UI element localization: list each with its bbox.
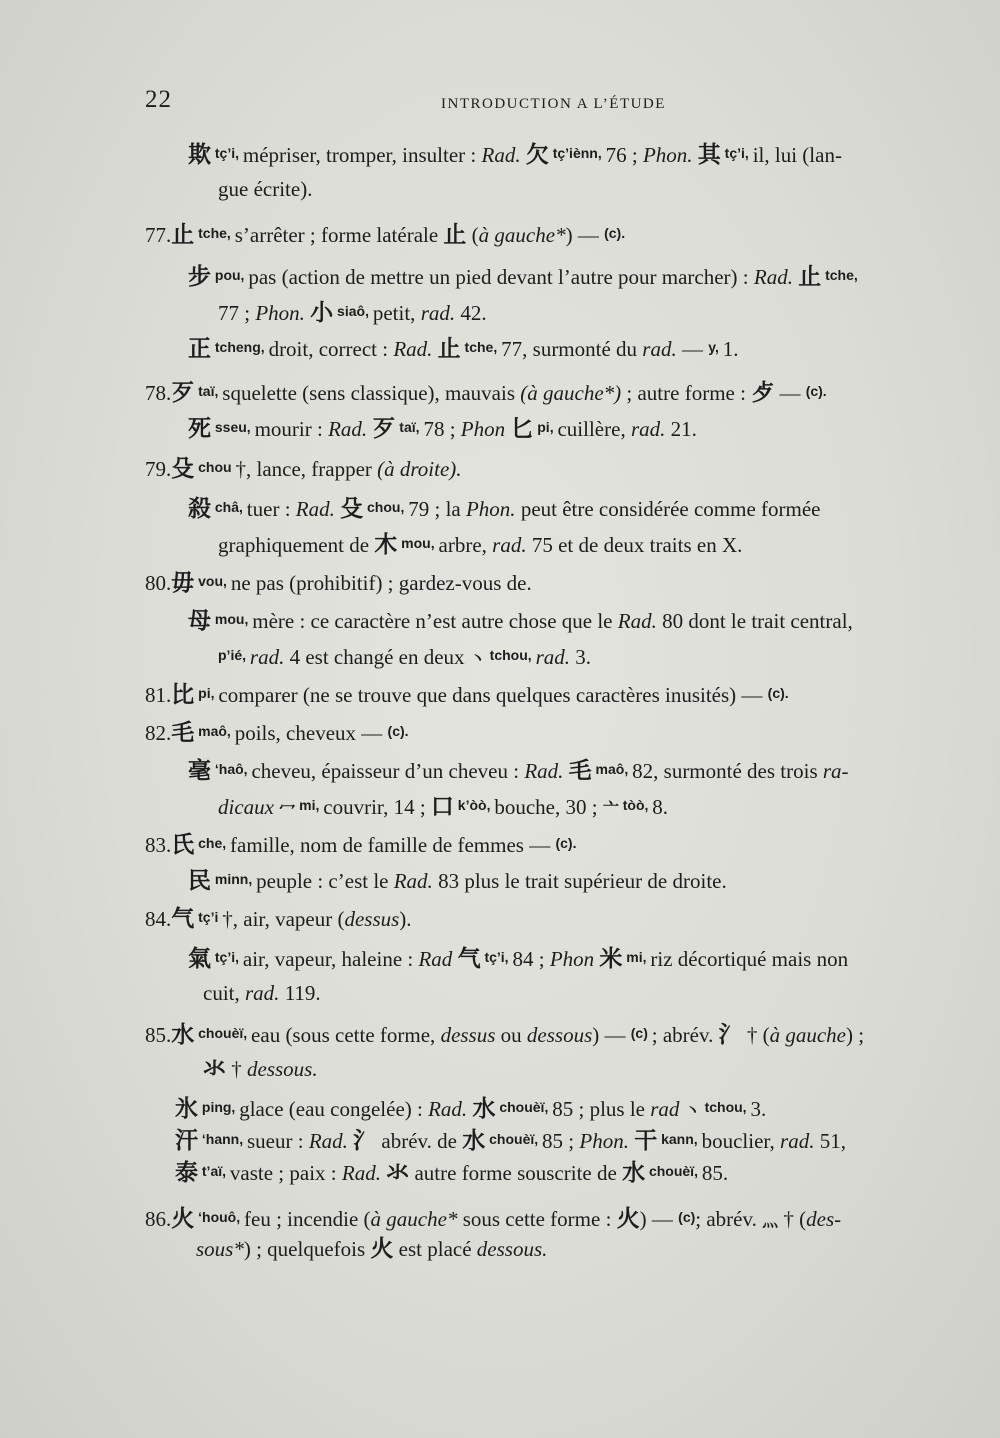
text-line — [203, 1054, 318, 1084]
chinese-character: 止 — [798, 264, 822, 290]
romanization: tç’i — [194, 909, 223, 925]
romanization: y, — [708, 339, 723, 355]
page-header — [145, 86, 945, 120]
romanization: che, — [194, 835, 231, 851]
romanization: maô, — [591, 761, 633, 777]
body-text: air, vapeur, haleine : — [242, 947, 419, 971]
chinese-character: 口 — [430, 794, 454, 820]
italic-text: dicaux — [218, 795, 280, 819]
italic-text: rad. — [420, 301, 461, 325]
text-line — [188, 864, 727, 896]
body-text: 119. — [284, 981, 321, 1005]
text-line — [188, 492, 821, 524]
romanization: (c). — [555, 835, 577, 851]
entry-number: 82. — [145, 721, 172, 745]
body-text: mépriser, tromper, insulter : — [242, 143, 482, 167]
entry-number: 77. — [145, 223, 172, 247]
entry-number: 83. — [145, 833, 172, 857]
entry-number: 84. — [145, 907, 172, 931]
italic-text: Rad. — [617, 609, 663, 633]
italic-text: Phon. — [465, 497, 521, 521]
romanization: taï, — [194, 383, 223, 399]
italic-text: rad. — [492, 533, 532, 557]
chinese-character: 民 — [188, 868, 211, 894]
radical-stroke-glyph: 灬 — [762, 1211, 779, 1230]
body-text: mère : ce caractère n’est autre chose que le — [252, 609, 618, 633]
chinese-character: 火 — [616, 1206, 640, 1232]
romanization: t’aï, — [198, 1163, 230, 1179]
entry-number: 78. — [145, 381, 172, 405]
italic-text: Phon. — [255, 301, 311, 325]
entry-number: 80. — [145, 571, 172, 595]
entry-line — [145, 566, 532, 598]
chinese-character: 殳 — [171, 456, 195, 482]
body-text: 3. — [575, 645, 592, 669]
italic-text: rad. — [630, 417, 671, 441]
romanization: pi, — [533, 419, 558, 435]
body-text: famille, nom de famille de femmes — — [230, 833, 556, 857]
body-text: † ( — [778, 1207, 807, 1231]
body-text: ) ; quelquefois — [243, 1237, 371, 1261]
italic-text: rad — [650, 1097, 685, 1121]
text-line — [188, 754, 849, 786]
italic-text: rad. — [245, 981, 285, 1005]
body-text: peuple : c’est le — [256, 869, 394, 893]
chinese-character: 木 — [374, 532, 398, 558]
body-text: †, air, vapeur ( — [222, 907, 345, 931]
chinese-character: 欺 — [188, 142, 211, 168]
body-text: †, lance, frapper — [235, 457, 378, 481]
entry-number: 86. — [145, 1207, 172, 1231]
text-line — [188, 332, 739, 364]
italic-text: Rad. — [328, 417, 373, 441]
entry-number: 85. — [145, 1023, 172, 1047]
radical-stroke-glyph: 丶 — [469, 649, 486, 668]
body-text: 82, surmonté des trois — [632, 759, 823, 783]
romanization: tche, — [460, 339, 502, 355]
text-line — [175, 1156, 728, 1188]
body-text: 83 plus le trait supérieur de droite. — [438, 869, 727, 893]
body-text: 75 et de deux traits en X. — [531, 533, 743, 557]
chinese-character: 毛 — [568, 758, 592, 784]
italic-text: Rad. — [295, 497, 341, 521]
body-text: cuit, — [203, 981, 245, 1005]
chinese-character: 比 — [171, 682, 195, 708]
text-line — [218, 296, 487, 328]
romanization: tche, — [821, 267, 858, 283]
body-text: 78 ; — [423, 417, 461, 441]
chinese-character: 歺 — [751, 380, 775, 406]
romanization: tcheng, — [211, 339, 269, 355]
romanization: kann, — [657, 1131, 702, 1147]
romanization: (c) — [630, 1025, 652, 1041]
romanization: (c). — [767, 685, 789, 701]
chinese-character: 毛 — [171, 720, 195, 746]
body-text: 4 est changé en deux — [289, 645, 470, 669]
entry-line — [145, 218, 625, 250]
romanization: chouèï, — [645, 1163, 702, 1179]
romanization: minn, — [211, 871, 257, 887]
body-text: bouche, 30 ; — [494, 795, 603, 819]
body-text: ne pas (prohibitif) ; gardez-vous de. — [230, 571, 532, 595]
chinese-character: 歹 — [372, 416, 396, 442]
text-line — [188, 942, 848, 974]
body-text: 84 ; — [512, 947, 550, 971]
romanization: tç’i, — [480, 949, 513, 965]
chinese-character: 小 — [310, 300, 334, 326]
body-text: ) — — [639, 1207, 679, 1231]
italic-text: sous* — [196, 1237, 244, 1261]
chinese-character: 死 — [188, 416, 211, 442]
body-text: ; abrév. — [651, 1023, 719, 1047]
italic-text: Rad. — [753, 265, 799, 289]
body-text: bouclier, — [701, 1129, 781, 1153]
body-text: — — [681, 337, 709, 361]
chinese-character: 气 — [457, 946, 481, 972]
chinese-character: 其 — [697, 142, 721, 168]
text-line — [218, 640, 591, 674]
body-text: ). — [399, 907, 412, 931]
romanization: tç’i, — [211, 145, 243, 161]
chinese-character: 水 — [472, 1096, 496, 1122]
chinese-character: 氺 — [203, 1056, 226, 1082]
romanization: tç’i, — [720, 145, 753, 161]
italic-text: à gauche — [769, 1023, 847, 1047]
body-text: poils, cheveux — — [234, 721, 388, 745]
italic-text: Rad. — [481, 143, 526, 167]
body-text: 80 dont le trait central, — [662, 609, 853, 633]
romanization: mou, — [211, 611, 253, 627]
body-text: 76 ; — [605, 143, 643, 167]
romanization: tchou, — [700, 1099, 751, 1115]
body-text: est placé — [393, 1237, 477, 1261]
romanization: (c) — [678, 1209, 696, 1225]
romanization: tòò, — [618, 797, 653, 813]
romanization: chouèï, — [485, 1131, 543, 1147]
entry-line — [145, 828, 576, 860]
body-text: squelette (sens classique), mauvais — [222, 381, 521, 405]
italic-text: à gauche* — [478, 223, 566, 247]
body-text: ; abrév. — [695, 1207, 763, 1231]
italic-text: Rad — [418, 947, 458, 971]
entry-line — [145, 716, 409, 748]
chinese-character: 母 — [188, 608, 211, 634]
romanization: p’ié, — [218, 647, 250, 663]
romanization: châ, — [211, 499, 247, 515]
body-text: 3. — [750, 1097, 767, 1121]
text-line — [175, 1092, 766, 1126]
italic-text: dessous. — [247, 1057, 318, 1081]
italic-text: rad. — [780, 1129, 820, 1153]
italic-text: rad. — [249, 645, 290, 669]
romanization: siaô, — [333, 303, 373, 319]
romanization: ‘haô, — [211, 761, 252, 777]
radical-stroke-glyph: 亠 — [602, 799, 619, 818]
text-line — [188, 412, 697, 444]
entry-line — [145, 1202, 841, 1236]
romanization: taï, — [395, 419, 424, 435]
italic-text: Phon — [549, 947, 600, 971]
italic-text: Rad. — [341, 1161, 387, 1185]
italic-text: Rad. — [524, 759, 569, 783]
entry-line — [145, 376, 827, 408]
romanization: mou, — [397, 535, 439, 551]
entry-number: 79. — [145, 457, 172, 481]
body-text: cuillère, — [557, 417, 631, 441]
chinese-character: 歹 — [171, 380, 195, 406]
text-line — [175, 1124, 846, 1156]
text-line — [188, 260, 858, 292]
body-text: 85 ; — [542, 1129, 580, 1153]
body-text: comparer (ne se trouve que dans quelques caractères inusités) — — [218, 683, 768, 707]
romanization: chou — [194, 459, 236, 475]
body-text: — — [774, 381, 806, 405]
romanization: ‘houô, — [194, 1209, 245, 1225]
italic-text: Rad. — [393, 337, 438, 361]
body-text: † ( — [741, 1023, 770, 1047]
body-text: riz décortiqué mais non — [650, 947, 849, 971]
entry-line — [145, 902, 412, 934]
chinese-character: 氷 — [175, 1096, 198, 1122]
romanization: chouèï, — [194, 1025, 252, 1041]
romanization: tchou, — [485, 647, 536, 663]
body-text: eau (sous cette forme, — [251, 1023, 441, 1047]
body-text: pas (action de mettre un pied devant l’autre pour marcher) : — [248, 265, 754, 289]
italic-text: dessus — [440, 1023, 501, 1047]
romanization: mi, — [622, 949, 651, 965]
text-line — [196, 1234, 547, 1264]
chinese-character: 火 — [370, 1236, 394, 1262]
chinese-character: 氵 — [718, 1022, 742, 1048]
chinese-character: 汗 — [175, 1128, 198, 1154]
text-line — [203, 978, 321, 1008]
text-line — [218, 528, 742, 560]
entry-line — [145, 678, 789, 710]
italic-text: ra- — [822, 759, 849, 783]
romanization: ping, — [198, 1099, 240, 1115]
entry-number: 81. — [145, 683, 172, 707]
romanization: (c). — [604, 225, 626, 241]
chinese-character: 殺 — [188, 496, 211, 522]
text-line — [218, 174, 312, 204]
body-text: 8. — [652, 795, 669, 819]
italic-text: dessous. — [476, 1237, 548, 1261]
romanization: chou, — [363, 499, 409, 515]
body-text: droit, correct : — [268, 337, 394, 361]
chinese-character: 水 — [462, 1128, 486, 1154]
body-text: ) — — [592, 1023, 631, 1047]
body-text: sueur : — [247, 1129, 309, 1153]
body-text: 85. — [701, 1161, 729, 1185]
text-line — [188, 604, 853, 636]
body-text: graphiquement de — [218, 533, 375, 557]
body-text: ( — [466, 223, 479, 247]
body-text: arbre, — [438, 533, 493, 557]
body-text: 77, surmonté du — [501, 337, 643, 361]
text-line — [218, 790, 668, 824]
romanization: pi, — [194, 685, 219, 701]
romanization: k’òò, — [453, 797, 495, 813]
text-line — [188, 138, 842, 170]
italic-text: Phon — [460, 417, 511, 441]
chinese-character: 氵 — [353, 1128, 377, 1154]
romanization: sseu, — [211, 419, 255, 435]
chinese-character: 氏 — [171, 832, 195, 858]
entry-line — [145, 1018, 864, 1050]
body-text: 51, — [819, 1129, 846, 1153]
chinese-character: 氺 — [386, 1160, 410, 1186]
body-text: s’arrêter ; forme latérale — [234, 223, 444, 247]
body-text: peut être considérée comme formée — [520, 497, 821, 521]
romanization: ‘hann, — [198, 1131, 247, 1147]
chinese-character: 氣 — [188, 946, 211, 972]
chinese-character: 气 — [171, 906, 195, 932]
chinese-character: 毋 — [171, 570, 195, 596]
body-text: petit, — [372, 301, 421, 325]
romanization: pou, — [211, 267, 249, 283]
body-text: 77 ; — [218, 301, 256, 325]
radical-stroke-glyph: 丶 — [684, 1101, 701, 1120]
body-text: sous cette forme : — [462, 1207, 617, 1231]
chinese-character: 干 — [634, 1128, 658, 1154]
chinese-character: 匕 — [510, 416, 534, 442]
body-text: cheveu, épaisseur d’un cheveu : — [251, 759, 525, 783]
body-text: autre forme souscrite de — [409, 1161, 623, 1185]
italic-text: rad. — [535, 645, 576, 669]
chinese-character: 正 — [188, 336, 211, 362]
body-text: gue écrite). — [218, 177, 313, 201]
romanization: mi, — [295, 797, 324, 813]
body-text: tuer : — [246, 497, 296, 521]
romanization: (c). — [805, 383, 827, 399]
italic-text: Rad. — [393, 869, 439, 893]
body-text: 79 ; la — [408, 497, 466, 521]
chinese-character: 水 — [622, 1160, 646, 1186]
body-text: feu ; incendie ( — [244, 1207, 371, 1231]
romanization: tç’i, — [211, 949, 243, 965]
body-text: ) — — [565, 223, 605, 247]
body-text: vaste ; paix : — [229, 1161, 342, 1185]
body-text: mourir : — [254, 417, 329, 441]
page-number: 22 — [145, 86, 172, 113]
body-text: 21. — [670, 417, 697, 441]
running-title: INTRODUCTION A L’ÉTUDE — [441, 96, 666, 112]
italic-text: des- — [806, 1207, 842, 1231]
chinese-character: 毫 — [188, 758, 211, 784]
chinese-character: 水 — [171, 1022, 195, 1048]
chinese-character: 步 — [188, 264, 211, 290]
body-text: il, lui (lan- — [752, 143, 842, 167]
entry-line — [145, 452, 462, 484]
italic-text: Rad. — [428, 1097, 473, 1121]
body-text: † — [226, 1057, 247, 1081]
body-text: 42. — [460, 301, 487, 325]
romanization: tche, — [194, 225, 235, 241]
body-text: 85 ; plus le — [552, 1097, 651, 1121]
body-text: abrév. de — [376, 1129, 463, 1153]
body-text: glace (eau congelée) : — [239, 1097, 429, 1121]
chinese-character: 火 — [171, 1206, 195, 1232]
body-text: ou — [500, 1023, 527, 1047]
chinese-character: 欠 — [525, 142, 549, 168]
body-text: ; autre forme : — [626, 381, 752, 405]
italic-text: (à gauche*) — [520, 381, 627, 405]
body-text: couvrir, 14 ; — [323, 795, 431, 819]
romanization: (c). — [387, 723, 409, 739]
chinese-character: 泰 — [175, 1160, 198, 1186]
chinese-character: 止 — [171, 222, 195, 248]
radical-stroke-glyph: 冖 — [279, 799, 296, 818]
italic-text: dessus — [344, 907, 400, 931]
chinese-character: 止 — [443, 222, 467, 248]
italic-text: Phon. — [579, 1129, 635, 1153]
romanization: vou, — [194, 573, 231, 589]
italic-text: Phon. — [642, 143, 698, 167]
romanization: chouèï, — [495, 1099, 553, 1115]
romanization: maô, — [194, 723, 235, 739]
chinese-character: 殳 — [340, 496, 364, 522]
italic-text: dessous — [526, 1023, 593, 1047]
body-text: 1. — [722, 337, 739, 361]
body-text: ) ; — [846, 1023, 865, 1047]
chinese-character: 米 — [599, 946, 623, 972]
romanization: tç’iènn, — [548, 145, 606, 161]
italic-text: (à droite). — [377, 457, 462, 481]
italic-text: Rad. — [308, 1129, 354, 1153]
chinese-character: 止 — [437, 336, 461, 362]
italic-text: à gauche* — [370, 1207, 463, 1231]
italic-text: rad. — [642, 337, 682, 361]
